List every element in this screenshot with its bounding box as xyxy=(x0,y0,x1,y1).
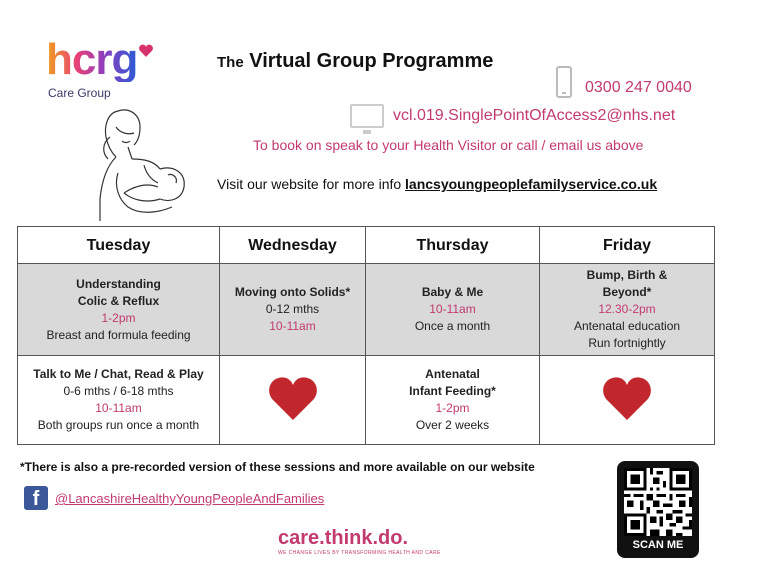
facebook-icon[interactable]: f xyxy=(24,486,48,510)
session-time: 10-11am xyxy=(429,302,476,316)
session-title: Bump, Birth & xyxy=(586,268,668,282)
header-wednesday: Wednesday xyxy=(220,227,366,264)
session-age: 0-12 mths xyxy=(265,302,320,316)
session-moving-onto-solids xyxy=(220,264,366,356)
session-note: Once a month xyxy=(414,319,491,333)
header-thursday: Thursday xyxy=(366,227,540,264)
session-bump-birth-beyond xyxy=(540,264,715,356)
logo-heart-icon xyxy=(139,44,153,57)
booking-instructions: To book on speak to your Health Visitor or call / email us above xyxy=(253,137,644,153)
session-age: 0-6 mths / 6-18 mths xyxy=(63,384,174,398)
email-address[interactable]: vcl.019.SinglePointOfAccess2@nhs.net xyxy=(393,107,676,124)
website-line xyxy=(217,176,657,192)
page-title xyxy=(217,50,493,73)
session-time: 10-11am xyxy=(95,401,142,415)
session-time: 12.30-2pm xyxy=(598,302,656,316)
session-time: 10-11am xyxy=(269,319,316,333)
footnote: *There is also a pre-recorded version of these sessions and more available on our website xyxy=(20,460,535,474)
session-title: Talk to Me / Chat, Read & Play xyxy=(33,367,204,381)
website-link[interactable]: lancsyoungpeoplefamilyservice.co.uk xyxy=(405,176,658,192)
brand-tagline: WE CHANGE LIVES BY TRANSFORMING HEALTH AND CARE xyxy=(278,550,441,556)
session-title: Infant Feeding* xyxy=(409,384,496,398)
website-prefix: Visit our website for more info xyxy=(217,176,402,192)
session-note: Antenatal education xyxy=(573,319,681,333)
header-friday: Friday xyxy=(540,227,715,264)
wednesday-heart-cell xyxy=(220,356,366,445)
session-baby-and-me xyxy=(366,264,540,356)
session-talk-to-me xyxy=(18,356,220,445)
header-tuesday: Tuesday xyxy=(18,227,220,264)
session-note: Over 2 weeks xyxy=(415,418,490,432)
phone-icon xyxy=(556,66,572,98)
session-note: Both groups run once a month xyxy=(37,418,200,432)
session-time: 1-2pm xyxy=(435,401,470,415)
session-title: Understanding xyxy=(76,276,161,291)
logo-mark: hcrg xyxy=(46,35,138,84)
monitor-icon xyxy=(350,104,384,128)
session-title: Colic & Reflux xyxy=(77,293,160,308)
session-note: Breast and formula feeding xyxy=(46,327,191,342)
heart-icon xyxy=(268,376,318,420)
session-title: Antenatal xyxy=(425,367,480,381)
heart-icon xyxy=(602,376,652,420)
session-note: Run fortnightly xyxy=(588,336,666,350)
session-title: Baby & Me xyxy=(421,285,484,299)
session-antenatal-infant-feeding xyxy=(366,356,540,445)
mother-baby-illustration xyxy=(88,103,198,223)
title-prefix: The xyxy=(217,54,244,71)
qr-code-icon xyxy=(624,468,692,536)
programme-table xyxy=(17,226,715,445)
friday-heart-cell xyxy=(540,356,715,445)
brand-slogan: care.think.do. xyxy=(278,527,409,549)
session-time: 1-2pm xyxy=(101,310,136,325)
session-colic-reflux xyxy=(18,264,220,356)
title-text: Virtual Group Programme xyxy=(249,50,494,72)
scan-me-label: SCAN ME xyxy=(632,539,684,551)
session-title: Moving onto Solids* xyxy=(234,285,351,299)
facebook-handle[interactable]: @LancashireHealthyYoungPeopleAndFamilies xyxy=(55,491,325,506)
qr-code[interactable] xyxy=(624,468,692,536)
phone-number[interactable]: 0300 247 0040 xyxy=(585,79,692,96)
session-title: Beyond* xyxy=(602,285,652,299)
logo-subtitle: Care Group xyxy=(48,86,111,100)
